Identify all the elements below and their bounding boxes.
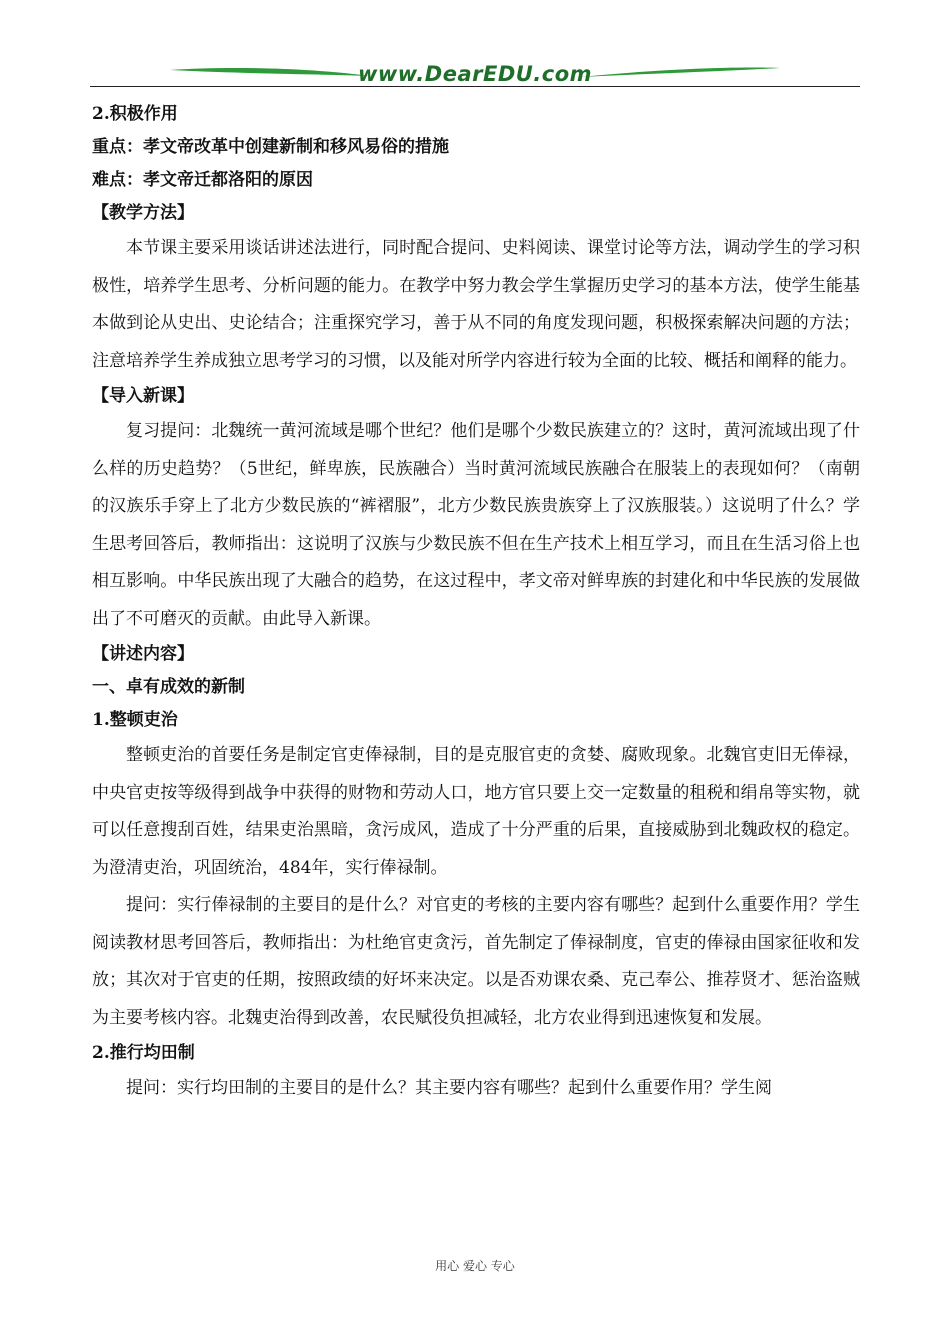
body-paragraph: 提问：实行均田制的主要目的是什么？其主要内容有哪些？起到什么重要作用？学生阅 — [126, 1078, 772, 1098]
heading-line: 2.积极作用 — [92, 104, 178, 124]
body-paragraph: 整顿吏治的首要任务是制定官吏俸禄制，目的是克服官吏的贪婪、腐败现象。北魏官吏旧无俸禄，中央官吏按等级得到战争中获得的财物和劳动人口，地方官只要上交一定数量的租税和绢帛等实物，就可以任意搜刮百姓，结果吏治黑暗，贪污成风，造成了十分严重的后果，直接威胁到北魏政权的稳定。为澄清吏治，巩固统治，484年，实行俸禄制。 — [92, 745, 860, 878]
body-paragraph: 本节课主要采用谈话讲述法进行，同时配合提问、史料阅读、课堂讨论等方法，调动学生的学习积极性，培养学生思考、分析问题的能力。在教学中努力教会学生掌握历史学习的基本方法，使学生能基本做到论从史出、史论结合；注重探究学习，善于从不同的角度发现问题，积极探索解决问题的方法；注意培养学生养成独立思考学习的习惯，以及能对所学内容进行较为全面的比较、概括和阐释的能力。 — [92, 238, 860, 371]
heading-line: 2.推行均田制 — [92, 1043, 195, 1063]
header-divider — [90, 86, 860, 87]
heading-line: 【教学方法】 — [92, 203, 194, 223]
heading-line: 一、卓有成效的新制 — [92, 677, 245, 697]
page-header — [90, 58, 860, 98]
document-body — [92, 98, 860, 1108]
heading-line: 【导入新课】 — [92, 386, 194, 406]
heading-line: 1.整顿吏治 — [92, 710, 178, 730]
heading-line: 【讲述内容】 — [92, 644, 194, 664]
heading-line: 难点：孝文帝迁都洛阳的原因 — [92, 170, 313, 190]
site-logo-text: www.DearEDU.com — [357, 62, 593, 86]
site-logo — [170, 62, 780, 84]
body-paragraph: 复习提问：北魏统一黄河流域是哪个世纪？他们是哪个少数民族建立的？这时，黄河流域出现了什么样的历史趋势？（5世纪，鲜卑族，民族融合）当时黄河流域民族融合在服装上的表现如何？（南朝的汉族乐手穿上了北方少数民族的“裤褶服”，北方少数民族贵族穿上了汉族服装。）这说明了什么？学生思考回答后，教师指出：这说明了汉族与少数民族不但在生产技术上相互学习，而且在生活习俗上也相互影响。中华民族出现了大融合的趋势，在这过程中，孝文帝对鲜卑族的封建化和中华民族的发展做出了不可磨灭的贡献。由此导入新课。 — [92, 421, 860, 629]
heading-line: 重点：孝文帝改革中创建新制和移风易俗的措施 — [92, 137, 449, 157]
page-footer: 用心 爱心 专心 — [435, 1259, 515, 1273]
body-paragraph: 提问：实行俸禄制的主要目的是什么？对官吏的考核的主要内容有哪些？起到什么重要作用？学生阅读教材思考回答后，教师指出：为杜绝官吏贪污，首先制定了俸禄制度，官吏的俸禄由国家征收和发放；其次对于官吏的任期，按照政绩的好坏来决定。以是否劝课农桑、克己奉公、推荐贤才、惩治盗贼为主要考核内容。北魏吏治得到改善，农民赋役负担减轻，北方农业得到迅速恢复和发展。 — [92, 895, 860, 1028]
